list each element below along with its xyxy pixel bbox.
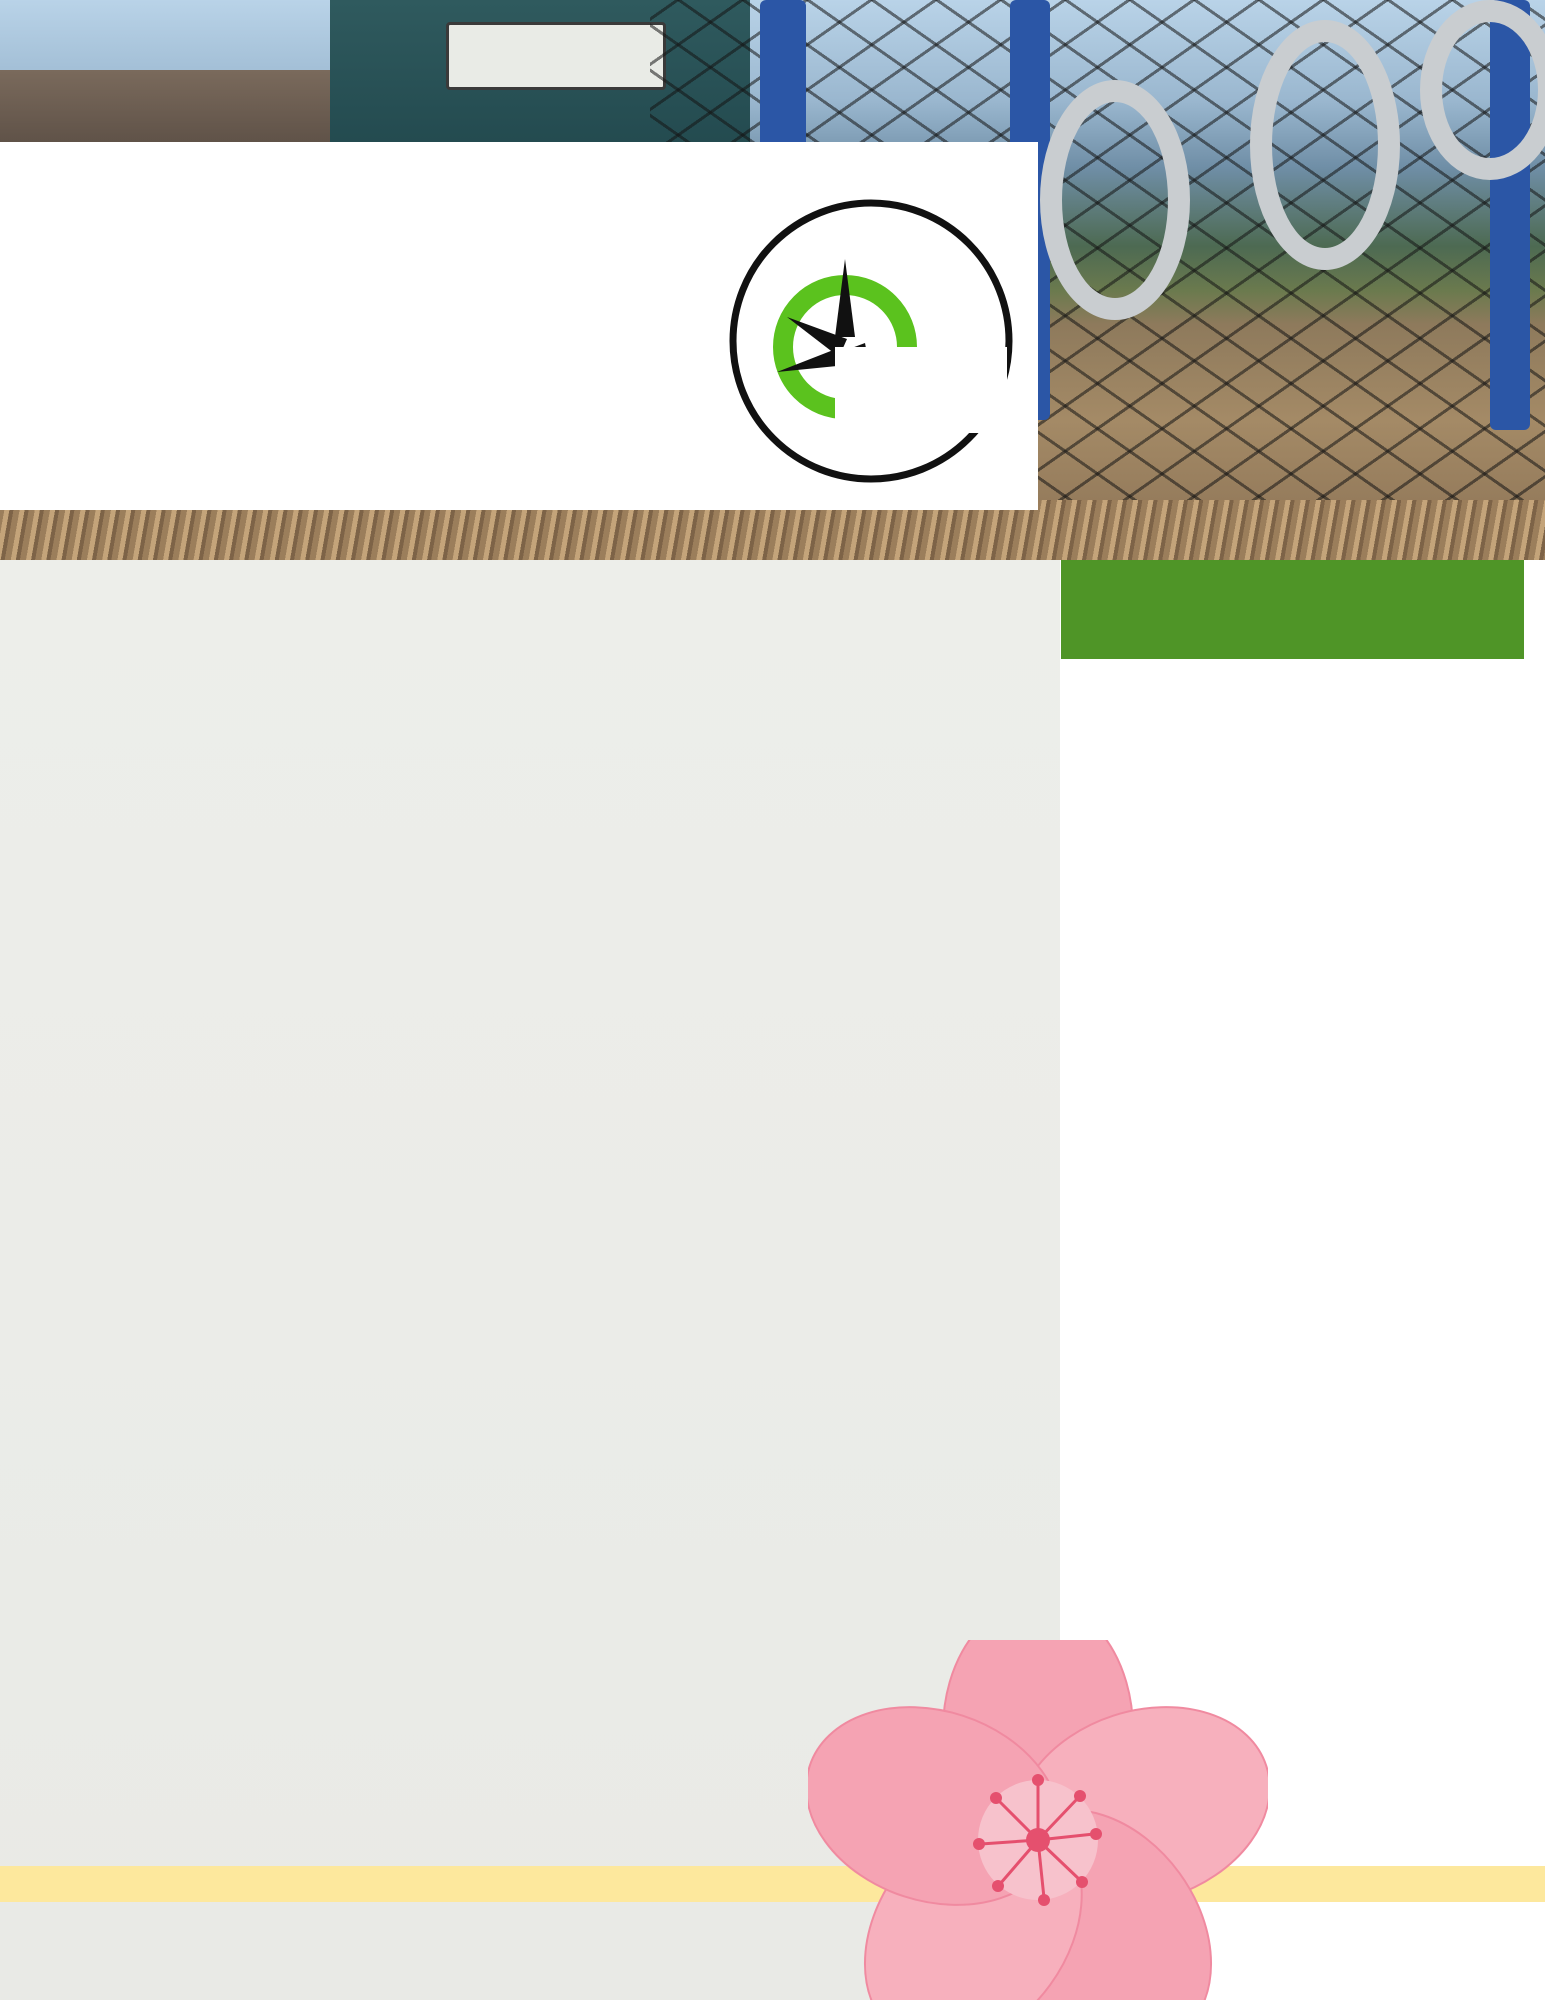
flower-border-bottom — [0, 1902, 1545, 2000]
background-house — [0, 70, 330, 150]
toc-item-community-enrichment[interactable] — [1060, 1174, 1545, 1276]
toc-item-about[interactable] — [1060, 766, 1545, 868]
activity-center-sign — [446, 22, 666, 90]
footer-band — [0, 1866, 1545, 1902]
play-ring — [1250, 20, 1400, 270]
play-ring — [1040, 80, 1190, 320]
toc-item-arts-crafts[interactable] — [1060, 1276, 1545, 1378]
flower-border-top — [0, 1748, 880, 1860]
pink-flower-icon — [808, 1640, 1268, 2000]
toc-item-group-fitness[interactable] — [1060, 1480, 1545, 1582]
toc-item-coming-up[interactable] — [1060, 970, 1545, 1072]
district-logo — [727, 197, 1015, 485]
toc-item-outdoors[interactable] — [1060, 1072, 1545, 1174]
toc-item-front-page[interactable] — [1060, 664, 1545, 766]
toc-item-courts[interactable] — [1060, 1378, 1545, 1480]
toc-item-last-month[interactable] — [1060, 868, 1545, 970]
sidebar-heading — [1061, 560, 1524, 659]
table-of-contents — [1060, 664, 1545, 1786]
intro-text — [22, 586, 1040, 632]
